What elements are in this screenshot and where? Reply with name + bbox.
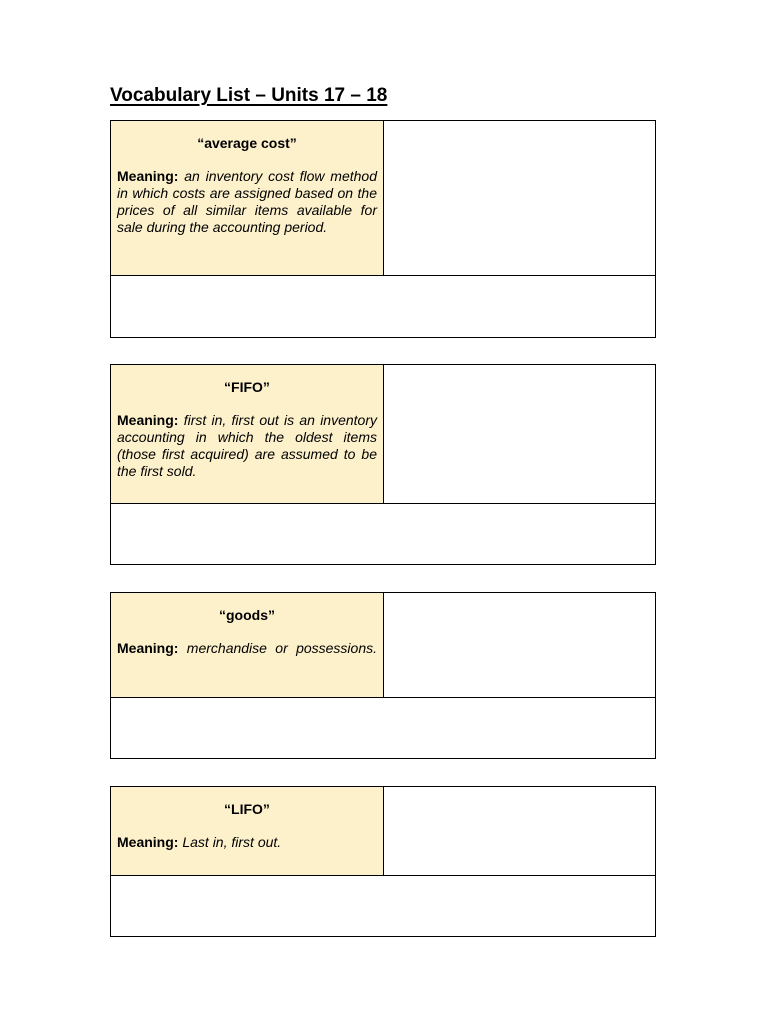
card-top-row xyxy=(111,121,655,276)
card-top-row xyxy=(111,593,655,698)
vocab-term: “average cost” xyxy=(197,135,297,151)
meaning-label: Meaning: xyxy=(117,640,179,656)
meaning-label: Meaning: xyxy=(117,412,179,428)
meaning-text: Last in, first out. xyxy=(182,834,282,850)
meaning-label: Meaning: xyxy=(117,834,179,850)
blank-notes-row xyxy=(111,876,655,936)
blank-answer-cell xyxy=(384,365,655,503)
vocab-card-goods xyxy=(110,592,656,759)
vocab-card-average-cost xyxy=(110,120,656,338)
meaning-text: first in, first out is an inventory accounting in which the oldest items (those first acquired) are assumed to be the first sold. xyxy=(117,412,377,479)
blank-answer-cell xyxy=(384,121,655,275)
term-cell xyxy=(111,365,384,503)
meaning-paragraph xyxy=(117,412,377,480)
vocab-card-lifo xyxy=(110,786,656,937)
blank-notes-row xyxy=(111,276,655,337)
vocab-card-fifo xyxy=(110,364,656,565)
term-cell xyxy=(111,787,384,875)
meaning-label: Meaning: xyxy=(117,168,179,184)
blank-notes-row xyxy=(111,698,655,758)
blank-notes-row xyxy=(111,504,655,564)
card-top-row xyxy=(111,787,655,876)
page-title: Vocabulary List – Units 17 – 18 xyxy=(110,85,388,106)
term-cell xyxy=(111,593,384,697)
term-cell xyxy=(111,121,384,275)
meaning-paragraph xyxy=(117,168,377,236)
meaning-text: merchandise or possessions. xyxy=(186,640,378,656)
vocab-term: “goods” xyxy=(219,607,275,623)
meaning-paragraph xyxy=(117,640,377,657)
vocab-term: “LIFO” xyxy=(224,801,270,817)
meaning-text: an inventory cost flow method in which costs are assigned based on the prices of all similar items available for sale during the accounting period. xyxy=(117,168,377,235)
vocab-term: “FIFO” xyxy=(224,379,270,395)
card-top-row xyxy=(111,365,655,504)
blank-answer-cell xyxy=(384,593,655,697)
blank-answer-cell xyxy=(384,787,655,875)
meaning-paragraph xyxy=(117,834,377,851)
